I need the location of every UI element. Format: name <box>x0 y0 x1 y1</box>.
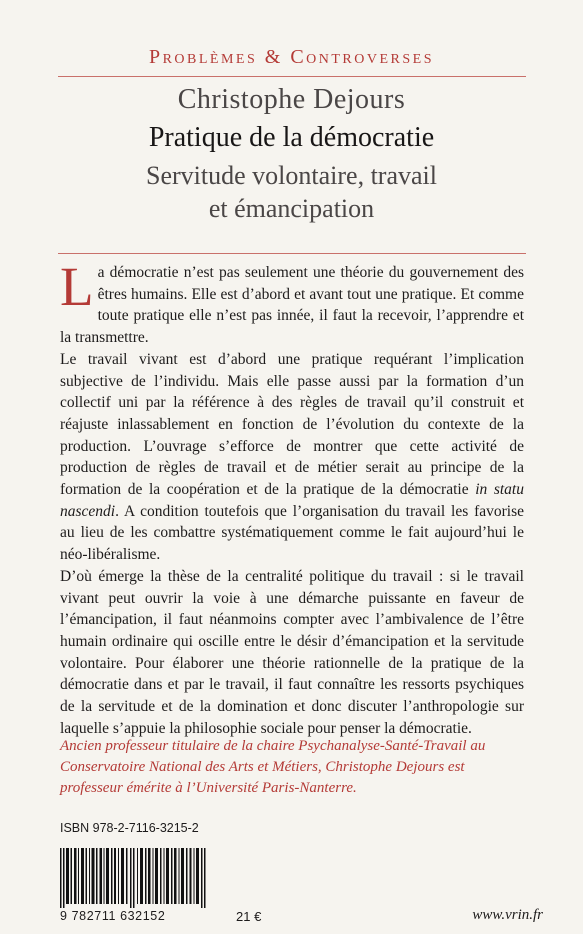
blurb-paragraph-3: D’où émerge la thèse de la centralité politique du travail : si le travail vivant peut ouvrir la voie à une démarche puissante en faveur de l’émancipation, il faut néanmoins compter avec l’ambivalence de l’être humain ordinaire qui oscille entre le désir d’émancipation et la servitude volontaire. Pour élaborer une théorie rationnelle de la pratique de la démocratie dans et par le travail, il faut connaître les ressorts psychiques de la servitude et de la domination et donc discuter l’anthropologie sur laquelle s’appuie la philosophie sociale pour penser la démocratie. <box>60 567 524 737</box>
blurb-latin-phrase: in statu nascendi <box>60 481 524 520</box>
isbn-label: ISBN 978-2-7116-3215-2 <box>60 821 199 835</box>
author-bio-text: Ancien professeur titulaire de la chaire Psychanalyse-Santé-Travail au Conservatoire National des Arts et Métiers, Christophe Dejours est professeur émérite à l’Université Paris-Nanterre. <box>60 738 486 796</box>
barcode-digits: 9 782711 632152 <box>60 909 166 923</box>
blurb <box>60 256 524 739</box>
drop-cap: L <box>60 256 94 317</box>
price: 21 € <box>236 909 262 924</box>
blurb-paragraph-2 <box>60 349 524 566</box>
subtitle-line-2: et émancipation <box>208 194 375 223</box>
publisher-website: www.vrin.fr <box>472 907 543 923</box>
book-title: Pratique de la démocratie <box>148 122 435 153</box>
blurb-paragraph-2-text-a: Le travail vivant est d’abord une pratique requérant l’implication subjective de l’individu. Mais elle passe aussi par la formation d’un collectif uni par la référence à des règles de travail qu’il construit et réajuste inlassablement en fonction de l’évolution du contexte de la production. L’ouvrage s’efforce de montrer que cette activité de production de règles de travail et de métier serait au principe de la formation de la coopération et de la pratique de la démocratie <box>60 350 524 499</box>
author-bio <box>60 736 528 799</box>
series-title: Problèmes & Controverses <box>148 46 435 68</box>
mid-divider <box>58 253 526 254</box>
blurb-paragraph-1 <box>60 256 524 349</box>
blurb-paragraph-1-text: a démocratie n’est pas seulement une théorie du gouvernement des êtres humains. Elle est d’abord et avant tout une pratique. Et comme toute pratique elle n’est pas innée, il faut la recevoir, l’apprendre et la transmettre. <box>60 264 524 347</box>
barcode-icon <box>60 848 206 908</box>
top-divider <box>58 76 526 77</box>
blurb-paragraph-2-text-b: . A condition toutefois que l’organisation du travail les favorise au lieu de les combattre systématiquement comme le fait aujourd’hui le néo-libéralisme. <box>60 502 524 564</box>
subtitle-line-1: Servitude volontaire, travail <box>146 161 437 190</box>
author-name: Christophe Dejours <box>177 84 406 115</box>
book-subtitle <box>0 159 583 225</box>
